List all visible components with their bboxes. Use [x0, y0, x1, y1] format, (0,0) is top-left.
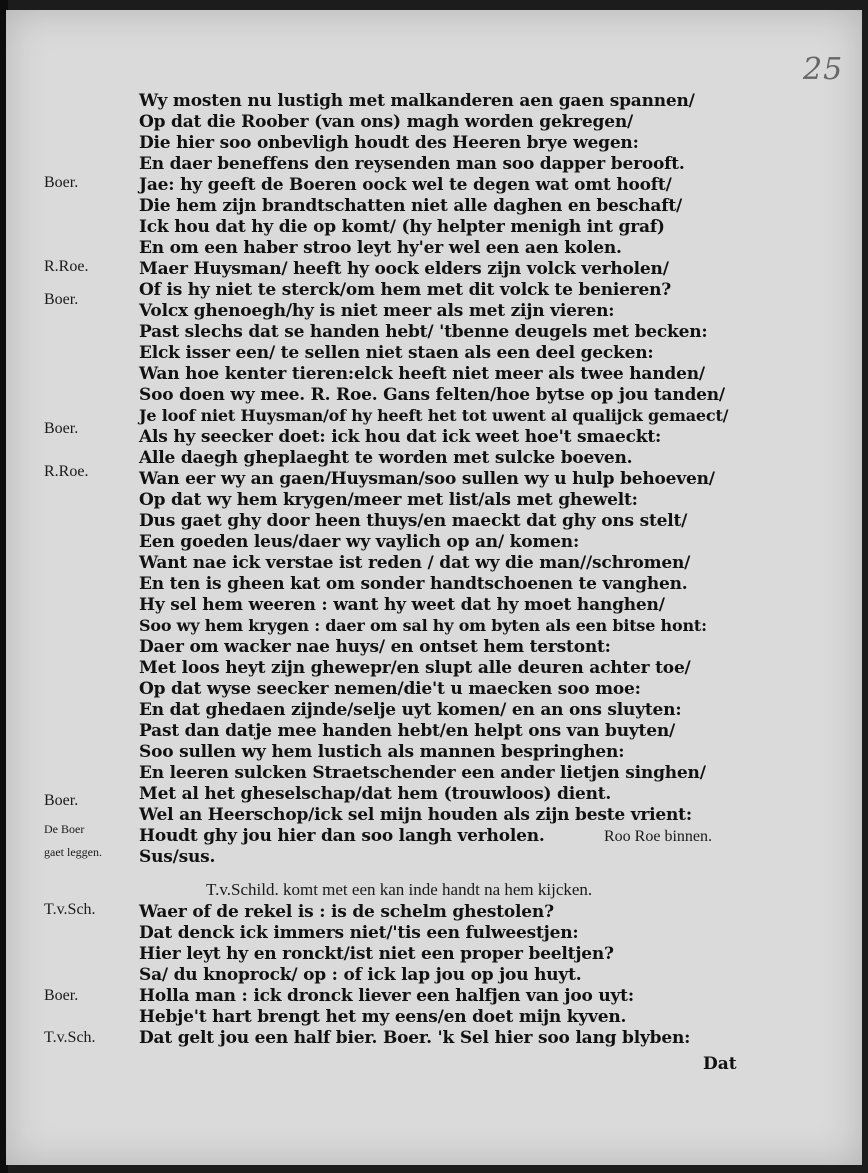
verse-line: Wy mosten nu lustigh met malkanderen aen gaen spannen/ — [139, 91, 695, 111]
speaker-label: T.v.Sch. — [44, 901, 96, 918]
verse-line: Wan hoe kenter tieren:elck heeft niet meer als twee handen/ — [139, 364, 705, 384]
verse-line: En dat ghedaen zijnde/selje uyt komen/ en an ons sluyten: — [139, 700, 682, 720]
verse-line: Elck isser een/ te sellen niet staen als een deel gecken: — [139, 343, 654, 363]
speaker-label: Boer. — [44, 420, 79, 437]
speaker-label: T.v.Sch. — [44, 1029, 96, 1046]
stage-direction-right: Roo Roe binnen. — [604, 828, 712, 845]
verse-line: Jae: hy geeft de Boeren oock wel te degen wat omt hooft/ — [139, 175, 672, 195]
verse-line: Holla man : ick dronck liever een halfjen van joo uyt: — [139, 986, 634, 1006]
verse-line: Houdt ghy jou hier dan soo langh verholen. — [139, 826, 545, 846]
verse-line: Dat denck ick immers niet/'tis een fulweestjen: — [139, 923, 579, 943]
verse-line: Hebje't hart brengt het my eens/en doet mijn kyven. — [139, 1007, 627, 1027]
verse-line: Die hier soo onbevligh houdt des Heeren brye wegen: — [139, 133, 639, 153]
verse-line: Daer om wacker nae huys/ en ontset hem terstont: — [139, 637, 611, 657]
verse-line: Alle daegh gheplaeght te worden met sulcke boeven. — [139, 448, 633, 468]
verse-line: Dus gaet ghy door heen thuys/en maeckt dat ghy ons stelt/ — [139, 511, 688, 531]
verse-line: Soo sullen wy hem lustich als mannen bespringhen: — [139, 742, 625, 762]
verse-line: Op dat wy hem krygen/meer met list/als met ghewelt: — [139, 490, 638, 510]
verse-line: Past dan datje mee handen hebt/en helpt ons van buyten/ — [139, 721, 675, 741]
verse-line: En leeren sulcken Straetschender een ander lietjen singhen/ — [139, 763, 706, 783]
verse-line: Hy sel hem weeren : want hy weet dat hy moet hanghen/ — [139, 595, 665, 615]
speaker-label: Boer. — [44, 792, 79, 809]
page-number: 25 — [803, 52, 844, 87]
verse-line: Op dat wyse seecker nemen/die't u maecken soo moe: — [139, 679, 641, 699]
verse-line: En daer beneffens den reysenden man soo dapper berooft. — [139, 154, 685, 174]
verse-line: Op dat die Roober (van ons) magh worden gekregen/ — [139, 112, 633, 132]
printed-page — [6, 10, 862, 1165]
verse-line: Met loos heyt zijn ghewepr/en slupt alle deuren achter toe/ — [139, 658, 691, 678]
speaker-label: R.Roe. — [44, 463, 89, 480]
verse-line: Als hy seecker doet: ick hou dat ick weet hoe't smaeckt: — [139, 427, 662, 447]
verse-line: Past slechs dat se handen hebt/ 'tbenne deugels met becken: — [139, 322, 708, 342]
verse-line: Maer Huysman/ heeft hy oock elders zijn volck verholen/ — [139, 259, 669, 279]
stage-direction: T.v.Schild. komt met een kan inde handt na hem kijcken. — [206, 880, 593, 899]
speaker-label: gaet leggen. — [44, 845, 102, 859]
verse-line: En ten is gheen kat om sonder handtschoenen te vanghen. — [139, 574, 688, 594]
speaker-label: Boer. — [44, 174, 79, 191]
catchword: Dat — [703, 1054, 737, 1074]
verse-line: Met al het gheselschap/dat hem (trouwloos) dient. — [139, 784, 612, 804]
verse-line: Ick hou dat hy die op komt/ (hy helpter menigh int graf) — [139, 217, 665, 237]
verse-line: Je loof niet Huysman/of hy heeft het tot uwent al qualijck gemaect/ — [139, 406, 729, 425]
verse-line: En om een haber stroo leyt hy'er wel een aen kolen. — [139, 238, 622, 258]
verse-line: Wan eer wy an gaen/Huysman/soo sullen wy u hulp behoeven/ — [139, 469, 715, 489]
verse-line: Die hem zijn brandtschatten niet alle daghen en beschaft/ — [139, 196, 682, 216]
verse-line: Dat gelt jou een half bier. Boer. 'k Sel hier soo lang blyben: — [139, 1028, 691, 1048]
verse-line: Sa/ du knoprock/ op : of ick lap jou op jou huyt. — [139, 965, 582, 985]
verse-line: Een goeden leus/daer wy vaylich op an/ komen: — [139, 532, 580, 552]
speaker-label: Boer. — [44, 987, 79, 1004]
verse-line: Hier leyt hy en ronckt/ist niet een proper beeltjen? — [139, 944, 614, 964]
verse-line: Sus/sus. — [139, 847, 216, 867]
speaker-label: De Boer — [44, 822, 85, 836]
speaker-label: Boer. — [44, 291, 79, 308]
verse-line: Wel an Heerschop/ick sel mijn houden als zijn beste vrient: — [139, 805, 692, 825]
verse-line: Soo doen wy mee. R. Roe. Gans felten/hoe bytse op jou tanden/ — [139, 385, 725, 405]
verse-line: Soo wy hem krygen : daer om sal hy om byten als een bitse hont: — [139, 616, 707, 635]
verse-line: Volcx ghenoegh/hy is niet meer als met zijn vieren: — [139, 301, 615, 321]
speaker-label: R.Roe. — [44, 258, 89, 275]
verse-line: Want nae ick verstae ist reden / dat wy die man//schromen/ — [139, 553, 691, 573]
verse-line: Of is hy niet te sterck/om hem met dit volck te benieren? — [139, 280, 672, 300]
verse-line: Waer of de rekel is : is de schelm ghestolen? — [139, 902, 554, 922]
